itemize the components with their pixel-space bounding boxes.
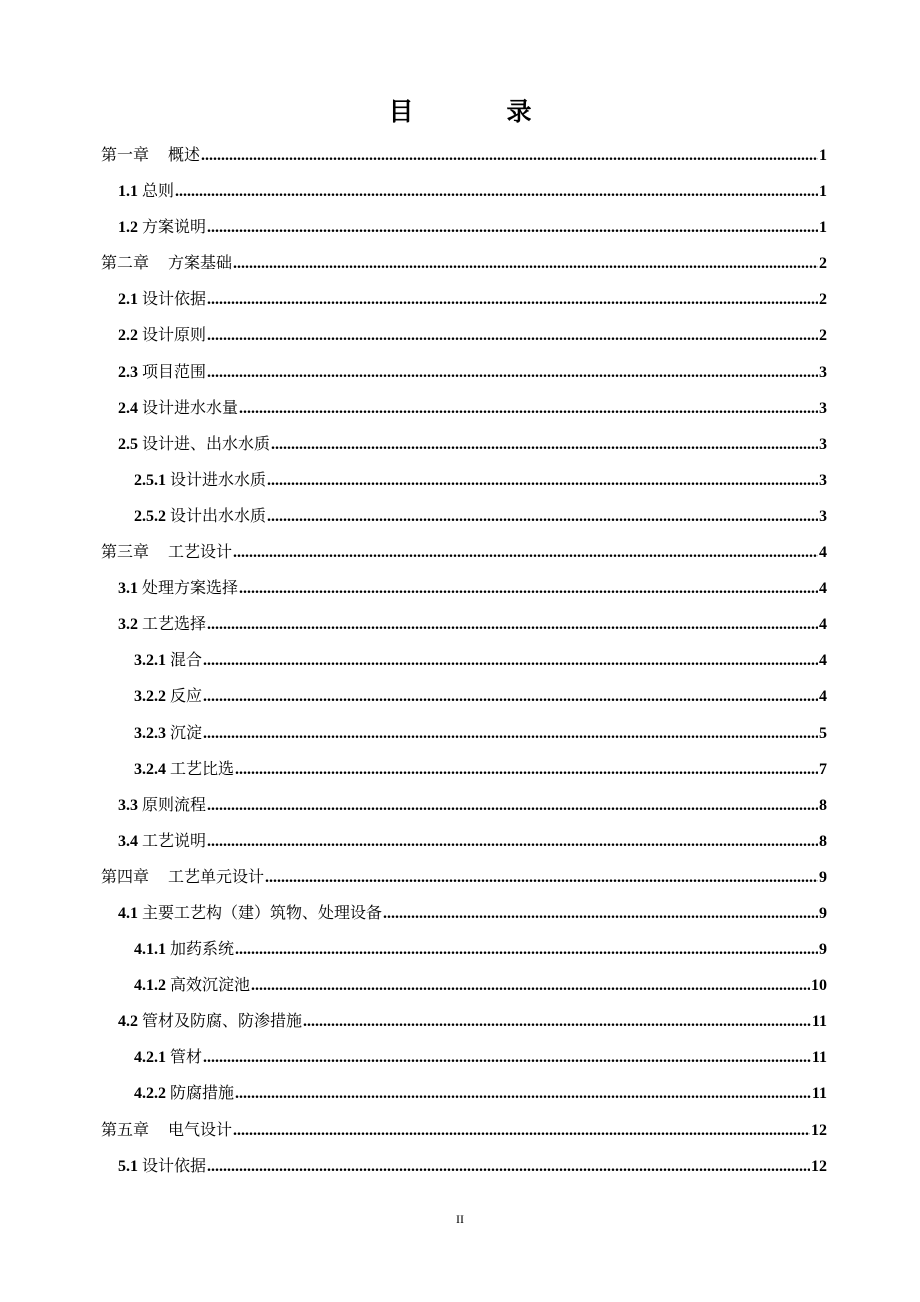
toc-entry-title: 设计依据	[142, 1157, 207, 1175]
toc-page-number: 8	[819, 796, 827, 814]
toc-entry[interactable]	[101, 1113, 827, 1149]
toc-entry-label	[118, 788, 206, 824]
toc-entry[interactable]	[101, 824, 827, 860]
toc-entry[interactable]	[101, 246, 827, 282]
toc-entry-label	[118, 896, 382, 932]
toc-entry-label	[118, 355, 206, 391]
section-number: 1.1	[118, 183, 138, 201]
toc-page-number: 11	[811, 1085, 827, 1103]
toc-entry-title: 概述	[168, 147, 201, 164]
toc-entry-title: 方案说明	[142, 219, 207, 237]
toc-entry-label	[134, 463, 266, 499]
toc-entry-title: 高效沉淀池	[170, 977, 251, 995]
toc-page-number: 4	[819, 652, 827, 670]
toc-page-number: 12	[811, 1157, 827, 1175]
toc-entry-title: 项目范围	[142, 363, 207, 381]
toc-page-number: 3	[819, 363, 827, 381]
toc-entry-title: 防腐措施	[170, 1085, 235, 1103]
toc-entry-label	[118, 427, 270, 463]
toc-entry[interactable]	[101, 860, 827, 896]
section-number: 3.2.2	[134, 688, 166, 706]
toc-entry-label	[101, 138, 200, 174]
dot-leader	[207, 318, 818, 354]
toc-entry-label	[134, 1076, 234, 1112]
toc-entry[interactable]	[101, 968, 827, 1004]
toc-entry[interactable]	[101, 643, 827, 679]
toc-entry-title: 工艺比选	[170, 760, 235, 778]
toc-page-number: 3	[819, 399, 827, 417]
section-number: 3.1	[118, 580, 138, 598]
toc-entry-title: 设计进水水质	[170, 471, 267, 489]
section-number: 2.4	[118, 399, 138, 417]
toc-page-number: 3	[819, 507, 827, 525]
dot-leader	[207, 210, 818, 246]
toc-entry-label	[101, 246, 232, 282]
toc-entry[interactable]	[101, 896, 827, 932]
toc-entry-label	[118, 824, 206, 860]
toc-page-number: 11	[811, 1013, 827, 1031]
toc-entry-label	[134, 643, 202, 679]
toc-entry[interactable]	[101, 716, 827, 752]
toc-entry[interactable]	[101, 535, 827, 571]
dot-leader	[233, 1113, 810, 1149]
toc-page-number: 12	[811, 1121, 827, 1139]
dot-leader	[207, 824, 818, 860]
dot-leader	[203, 679, 818, 715]
toc-entry-title: 沉淀	[170, 724, 203, 742]
toc-entry-label	[118, 282, 206, 318]
toc-page-number: 1	[819, 183, 827, 201]
toc-page-number: 5	[819, 724, 827, 742]
toc-entry-label	[101, 535, 232, 571]
toc-entry[interactable]	[101, 138, 827, 174]
dot-leader	[233, 535, 818, 571]
toc-entry-label	[118, 607, 206, 643]
toc-entry-label	[134, 1040, 202, 1076]
section-number: 4.1.2	[134, 977, 166, 995]
section-number: 3.2.4	[134, 760, 166, 778]
toc-page-number: 4	[819, 616, 827, 634]
dot-leader	[201, 138, 818, 174]
toc-entry[interactable]	[101, 788, 827, 824]
toc-page-number: 2	[819, 327, 827, 345]
dot-leader	[383, 896, 818, 932]
toc-entry[interactable]	[101, 391, 827, 427]
section-number: 5.1	[118, 1157, 138, 1175]
toc-entry[interactable]	[101, 1149, 827, 1185]
dot-leader	[265, 860, 818, 896]
toc-entry-title: 管材	[170, 1049, 203, 1067]
dot-leader	[239, 571, 818, 607]
toc-page-number: 3	[819, 471, 827, 489]
toc-page-number: 1	[819, 147, 827, 164]
toc-entry-label	[118, 318, 206, 354]
dot-leader	[267, 463, 818, 499]
toc-entry[interactable]	[101, 210, 827, 246]
toc-entry[interactable]	[101, 282, 827, 318]
dot-leader	[207, 607, 818, 643]
toc-entry[interactable]	[101, 679, 827, 715]
toc-entry-label	[101, 860, 264, 896]
toc-entry-title: 工艺选择	[142, 616, 207, 634]
chapter-number: 第五章	[101, 1121, 150, 1139]
section-number: 3.3	[118, 796, 138, 814]
dot-leader	[203, 643, 818, 679]
section-number: 3.4	[118, 832, 138, 850]
section-number: 4.2	[118, 1013, 138, 1031]
toc-entry-title: 设计依据	[142, 291, 207, 309]
section-number: 2.5	[118, 435, 138, 453]
toc-entry-title: 工艺单元设计	[168, 868, 265, 886]
dot-leader	[267, 499, 818, 535]
section-number: 4.1.1	[134, 941, 166, 959]
toc-entry-label	[134, 499, 266, 535]
toc-entry[interactable]	[101, 427, 827, 463]
toc-entry-title: 反应	[170, 688, 203, 706]
dot-leader	[271, 427, 818, 463]
section-number: 4.1	[118, 904, 138, 922]
toc-entry-label	[118, 571, 238, 607]
toc-entry[interactable]	[101, 571, 827, 607]
chapter-number: 第二章	[101, 255, 150, 273]
toc-entry[interactable]	[101, 1040, 827, 1076]
toc-entry-label	[134, 716, 202, 752]
section-number: 3.2.1	[134, 652, 166, 670]
toc-entry[interactable]	[101, 499, 827, 535]
toc-page-number: 9	[819, 904, 827, 922]
section-number: 2.3	[118, 363, 138, 381]
chapter-number: 第三章	[101, 544, 150, 562]
section-number: 2.5.2	[134, 507, 166, 525]
toc-entry-label	[118, 1004, 302, 1040]
toc-entry-label	[134, 752, 234, 788]
toc-page-number: 4	[819, 688, 827, 706]
toc-entry-label	[118, 210, 206, 246]
toc-page-number: 2	[819, 255, 827, 273]
toc-entry-title: 工艺说明	[142, 832, 207, 850]
toc-entry-title: 设计进、出水水质	[142, 435, 271, 453]
dot-leader	[207, 282, 818, 318]
toc-entry-title: 设计进水水量	[142, 399, 239, 417]
section-number: 4.2.2	[134, 1085, 166, 1103]
dot-leader	[239, 391, 818, 427]
toc-entry-label	[134, 968, 250, 1004]
toc-entry[interactable]	[101, 1004, 827, 1040]
toc-page-number: 2	[819, 291, 827, 309]
toc-entry-label	[101, 1113, 232, 1149]
section-number: 2.2	[118, 327, 138, 345]
toc-page-number: 3	[819, 435, 827, 453]
section-number: 2.5.1	[134, 471, 166, 489]
toc-entry-title: 电气设计	[168, 1121, 233, 1139]
toc-entry[interactable]	[101, 932, 827, 968]
toc-entry-title: 混合	[170, 652, 203, 670]
toc-title: 目 录	[388, 99, 566, 126]
toc-page-number: 10	[811, 977, 827, 995]
toc-page-number: 11	[811, 1049, 827, 1067]
toc-entry-label	[118, 1149, 206, 1185]
toc-page-number: 7	[819, 760, 827, 778]
toc-entry[interactable]	[101, 463, 827, 499]
toc-entry-title: 设计出水水质	[170, 507, 267, 525]
toc-page-number: 8	[819, 832, 827, 850]
toc-entry[interactable]	[101, 607, 827, 643]
dot-leader	[235, 932, 818, 968]
toc-entry[interactable]	[101, 318, 827, 354]
toc-entry[interactable]	[101, 355, 827, 391]
toc-entry-title: 加药系统	[170, 941, 235, 959]
toc-entry-title: 处理方案选择	[142, 580, 239, 598]
table-of-contents	[101, 138, 827, 1185]
section-number: 3.2	[118, 616, 138, 634]
toc-entry[interactable]	[101, 174, 827, 210]
dot-leader	[251, 968, 810, 1004]
chapter-number: 第一章	[101, 147, 150, 164]
dot-leader	[207, 1149, 810, 1185]
toc-page-number: 9	[819, 868, 827, 886]
dot-leader	[207, 355, 818, 391]
section-number: 1.2	[118, 219, 138, 237]
toc-entry-title: 工艺设计	[168, 544, 233, 562]
toc-entry-title: 方案基础	[168, 255, 233, 273]
toc-page-number: 9	[819, 941, 827, 959]
toc-entry-label	[118, 391, 238, 427]
dot-leader	[203, 716, 818, 752]
toc-entry[interactable]	[101, 752, 827, 788]
toc-page-number: 1	[819, 219, 827, 237]
section-number: 3.2.3	[134, 724, 166, 742]
dot-leader	[207, 788, 818, 824]
dot-leader	[303, 1004, 811, 1040]
page-number: II	[456, 1212, 464, 1226]
toc-entry-title: 总则	[142, 183, 175, 201]
toc-entry-label	[134, 932, 234, 968]
toc-entry-label	[134, 679, 202, 715]
dot-leader	[203, 1040, 811, 1076]
dot-leader	[233, 246, 818, 282]
toc-entry-title: 主要工艺构（建）筑物、处理设备	[142, 904, 383, 922]
toc-page-number: 4	[819, 544, 827, 562]
section-number: 4.2.1	[134, 1049, 166, 1067]
section-number: 2.1	[118, 291, 138, 309]
toc-entry-label	[118, 174, 174, 210]
dot-leader	[235, 752, 818, 788]
chapter-number: 第四章	[101, 868, 150, 886]
toc-page-number: 4	[819, 580, 827, 598]
toc-entry-title: 设计原则	[142, 327, 207, 345]
toc-entry[interactable]	[101, 1076, 827, 1112]
dot-leader	[235, 1076, 811, 1112]
toc-entry-title: 管材及防腐、防渗措施	[142, 1013, 303, 1031]
toc-entry-title: 原则流程	[142, 796, 207, 814]
dot-leader	[175, 174, 818, 210]
